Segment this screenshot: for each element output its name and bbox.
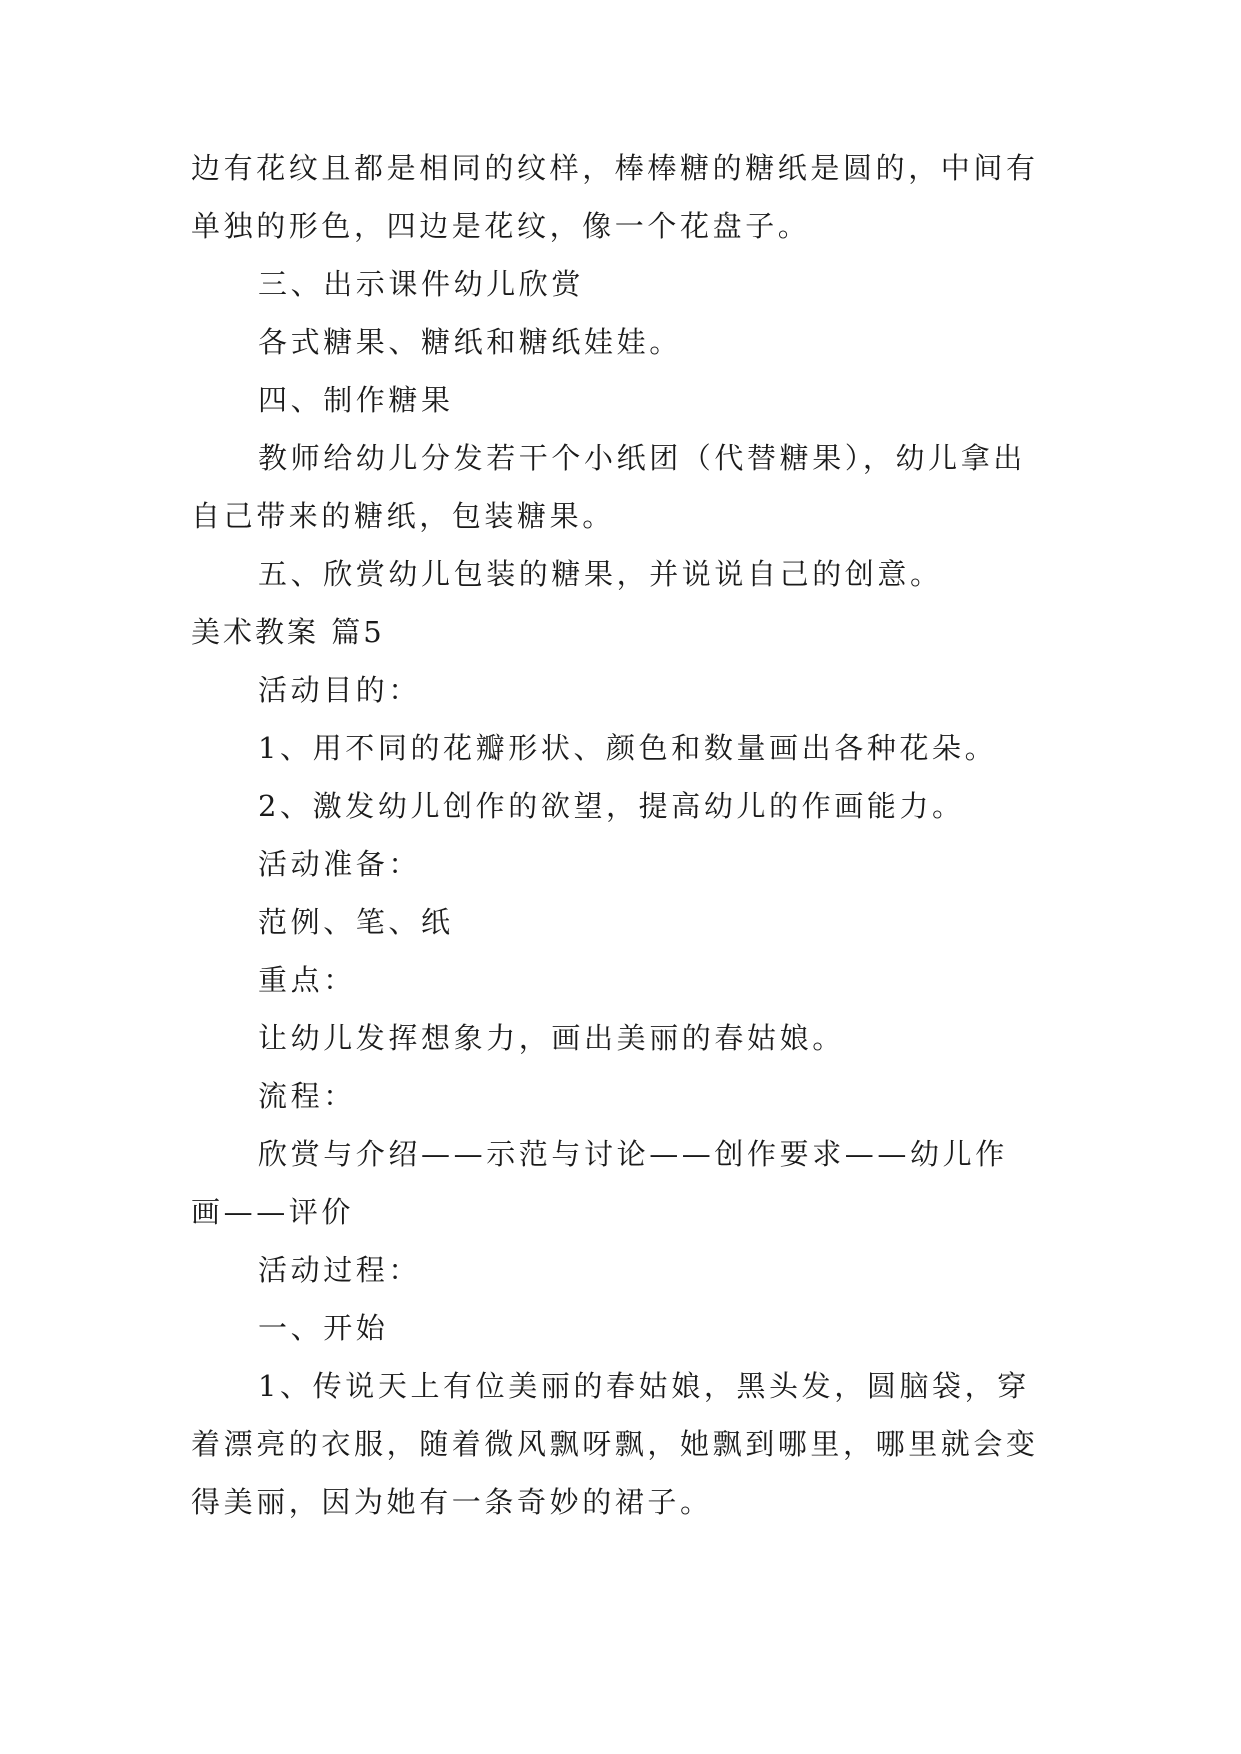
subheading: 活动准备： [258, 847, 422, 881]
subheading: 活动目的： [258, 673, 422, 707]
subheading: 活动过程： [258, 1253, 422, 1287]
paragraph-line: 单独的形色，四边是花纹，像一个花盘子。 [191, 209, 811, 243]
paragraph-line: 自己带来的糖纸，包装糖果。 [191, 499, 615, 533]
section-heading: 四、制作糖果 [258, 383, 454, 417]
paragraph-line: 画——评价 [191, 1195, 355, 1229]
subheading: 流程： [258, 1079, 356, 1113]
section-heading: 五、欣赏幼儿包装的糖果，并说说自己的创意。 [258, 557, 943, 591]
section-heading: 三、出示课件幼儿欣赏 [258, 267, 585, 301]
paragraph-line: 着漂亮的衣服，随着微风飘呀飘，她飘到哪里，哪里就会变 [191, 1427, 1039, 1461]
paragraph-line: 边有花纹且都是相同的纹样，棒棒糖的糖纸是圆的，中间有 [191, 151, 1039, 185]
paragraph-line: 欣赏与介绍——示范与讨论——创作要求——幼儿作 [258, 1137, 1008, 1171]
chapter-title: 美术教案 篇5 [191, 615, 385, 649]
list-item: 1、用不同的花瓣形状、颜色和数量画出各种花朵。 [258, 731, 998, 765]
list-item: 2、激发幼儿创作的欲望，提高幼儿的作画能力。 [258, 789, 965, 823]
paragraph-line: 各式糖果、糖纸和糖纸娃娃。 [258, 325, 682, 359]
paragraph-line: 让幼儿发挥想象力，画出美丽的春姑娘。 [258, 1021, 845, 1055]
section-heading: 一、开始 [258, 1311, 389, 1345]
paragraph-line: 教师给幼儿分发若干个小纸团（代替糖果），幼儿拿出 [258, 441, 1026, 475]
paragraph-line: 范例、笔、纸 [258, 905, 454, 939]
paragraph-line: 得美丽，因为她有一条奇妙的裙子。 [191, 1485, 713, 1519]
subheading: 重点： [258, 963, 356, 997]
list-item: 1、传说天上有位美丽的春姑娘，黑头发，圆脑袋，穿 [258, 1369, 1030, 1403]
